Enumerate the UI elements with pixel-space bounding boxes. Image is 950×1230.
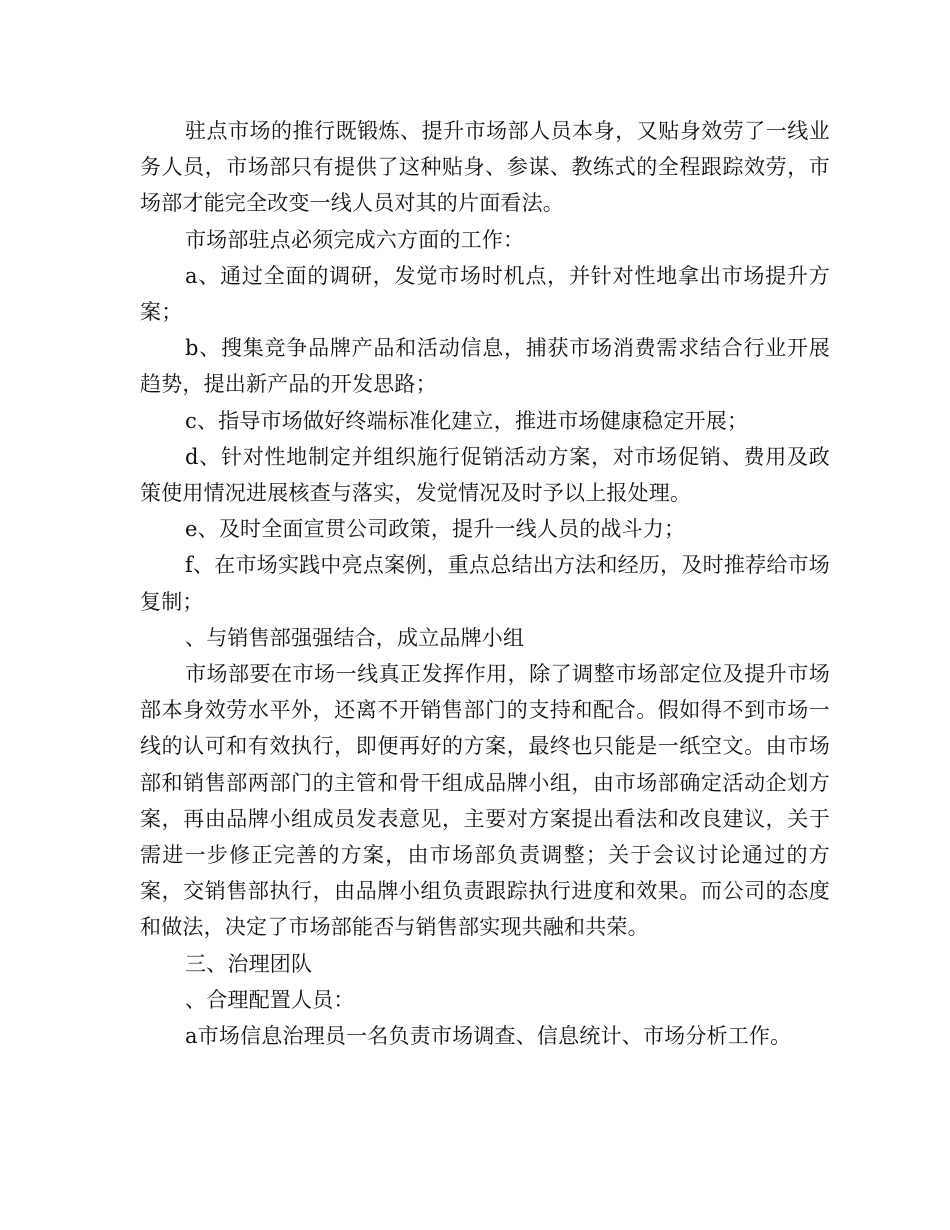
list-item-a: a、通过全面的调研，发觉市场时机点，并针对性地拿出市场提升方案； [140, 263, 830, 325]
paragraph-staff-a: a市场信息治理员一名负责市场调查、信息统计、市场分析工作。 [185, 1024, 792, 1049]
list-item-c: c、指导市场做好终端标准化建立，推进市场健康稳定开展； [185, 408, 749, 433]
paragraph-brand-group: 市场部要在市场一线真正发挥作用，除了调整市场部定位及提升市场部本身效劳水平外，还离不开销售部门的支持和配合。假如得不到市场一线的认可和有效执行，即便再好的方案，最终也只能是一纸空文。由市场部和销售部两部门的主管和骨干组成品牌小组，由市场部确定活动企划方案，再由品牌小组成员发表意见，主要对方案提出看法和改良建议，关于需进一步修正完善的方案，由市场部负责调整；关于会议讨论通过的方案，交销售部执行，由品牌小组负责跟踪执行进度和效果。而公司的态度和做法，决定了市场部能否与销售部实现共融和共荣。 [140, 662, 830, 940]
document-body [140, 113, 830, 1054]
list-item-d: d、针对性地制定并组织施行促销活动方案，对市场促销、费用及政策使用情况进展核查与落实，发觉情况及时予以上报处理。 [140, 444, 830, 506]
paragraph-intro: 驻点市场的推行既锻炼、提升市场部人员本身，又贴身效劳了一线业务人员，市场部只有提供了这种贴身、参谋、教练式的全程跟踪效劳，市场部才能完全改变一线人员对其的片面看法。 [140, 119, 830, 216]
paragraph-six-tasks-heading: 市场部驻点必须完成六方面的工作： [185, 227, 525, 252]
list-item-e: e、及时全面宣贯公司政策，提升一线人员的战斗力； [185, 517, 686, 542]
section-heading-brand-group: 、与销售部强强结合，成立品牌小组 [185, 625, 525, 650]
subheading-staffing: 、合理配置人员： [185, 987, 355, 1012]
list-item-f: f、在市场实践中亮点案例，重点总结出方法和经历，及时推荐给市场复制； [140, 553, 830, 614]
section-heading-team-management: 三、治理团队 [185, 951, 313, 976]
list-item-b: b、搜集竞争品牌产品和活动信息，捕获市场消费需求结合行业开展趋势，提出新产品的开发思路； [140, 336, 830, 397]
